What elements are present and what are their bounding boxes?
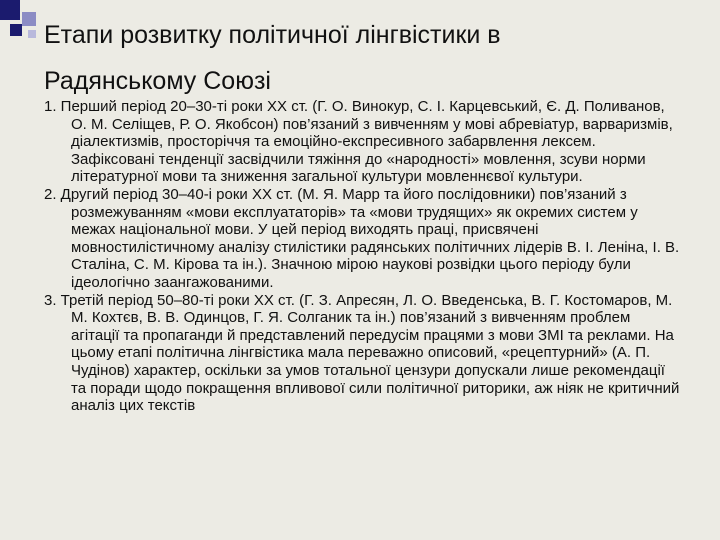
period-item-3: 3. Третій період 50–80-ті роки ХХ ст. (Г. З. Апресян, Л. О. Введенська, В. Г. Костомаров, М. М. Кохтєв, В. В. Одинцов, Г. Я. Солганик та ін.) пов’язаний з вивченням проблем агітації та пропаганди й представлений передусім працями з мови ЗМІ та реклами. На цьому етапі політична лінгвістика мала переважно описовий, «рецептурний» (А. П. Чудінов) характер, оскільки за умов тотальної цензури допускали лише рекомендації та поради щодо покращення впливової сили політичної риторики, аж ніяк не критичний аналіз цих текстів <box>44 291 680 415</box>
period-item-1: 1. Перший період 20–30-ті роки ХХ ст. (Г. О. Винокур, С. І. Карцевський, Є. Д. Поливанов, О. М. Селіщев, Р. О. Якобсон) пов’язаний з вивченням у мові абревіатур, варваризмів, діалектизмів, просторіччя та емоційно-експресивного забарвлення лексем. Зафіксовані тенденції засвідчили тяжіння до «народності» мовлення, зсуви норми літературної мови та зниження загальної культури мовленнєвої культури. <box>44 98 673 186</box>
square-shape <box>28 30 36 38</box>
slide-body <box>44 98 680 415</box>
square-shape <box>0 0 20 20</box>
title-line-1: Етапи розвитку політичної лінгвістики в <box>44 21 501 49</box>
square-shape <box>10 24 22 36</box>
slide-title <box>44 12 684 104</box>
period-item-2: 2. Другий період 30–40-і роки ХХ ст. (М. Я. Марр та його послідовники) пов’язаний з розмежуванням «мови експлуататорів» та «мови трудящих» як окремих систем у межах національної мови. У цей період виходять праці, присвячені мовностилістичному аналізу стилістики радянських політичних лідерів В. І. Леніна, І. В. Сталіна, С. М. Кірова та ін.). Значною мірою наукові розвідки цього періоду були ідеологічно заангажованими. <box>44 185 680 291</box>
square-shape <box>22 12 36 26</box>
title-line-2: Радянському Союзі <box>44 67 271 95</box>
